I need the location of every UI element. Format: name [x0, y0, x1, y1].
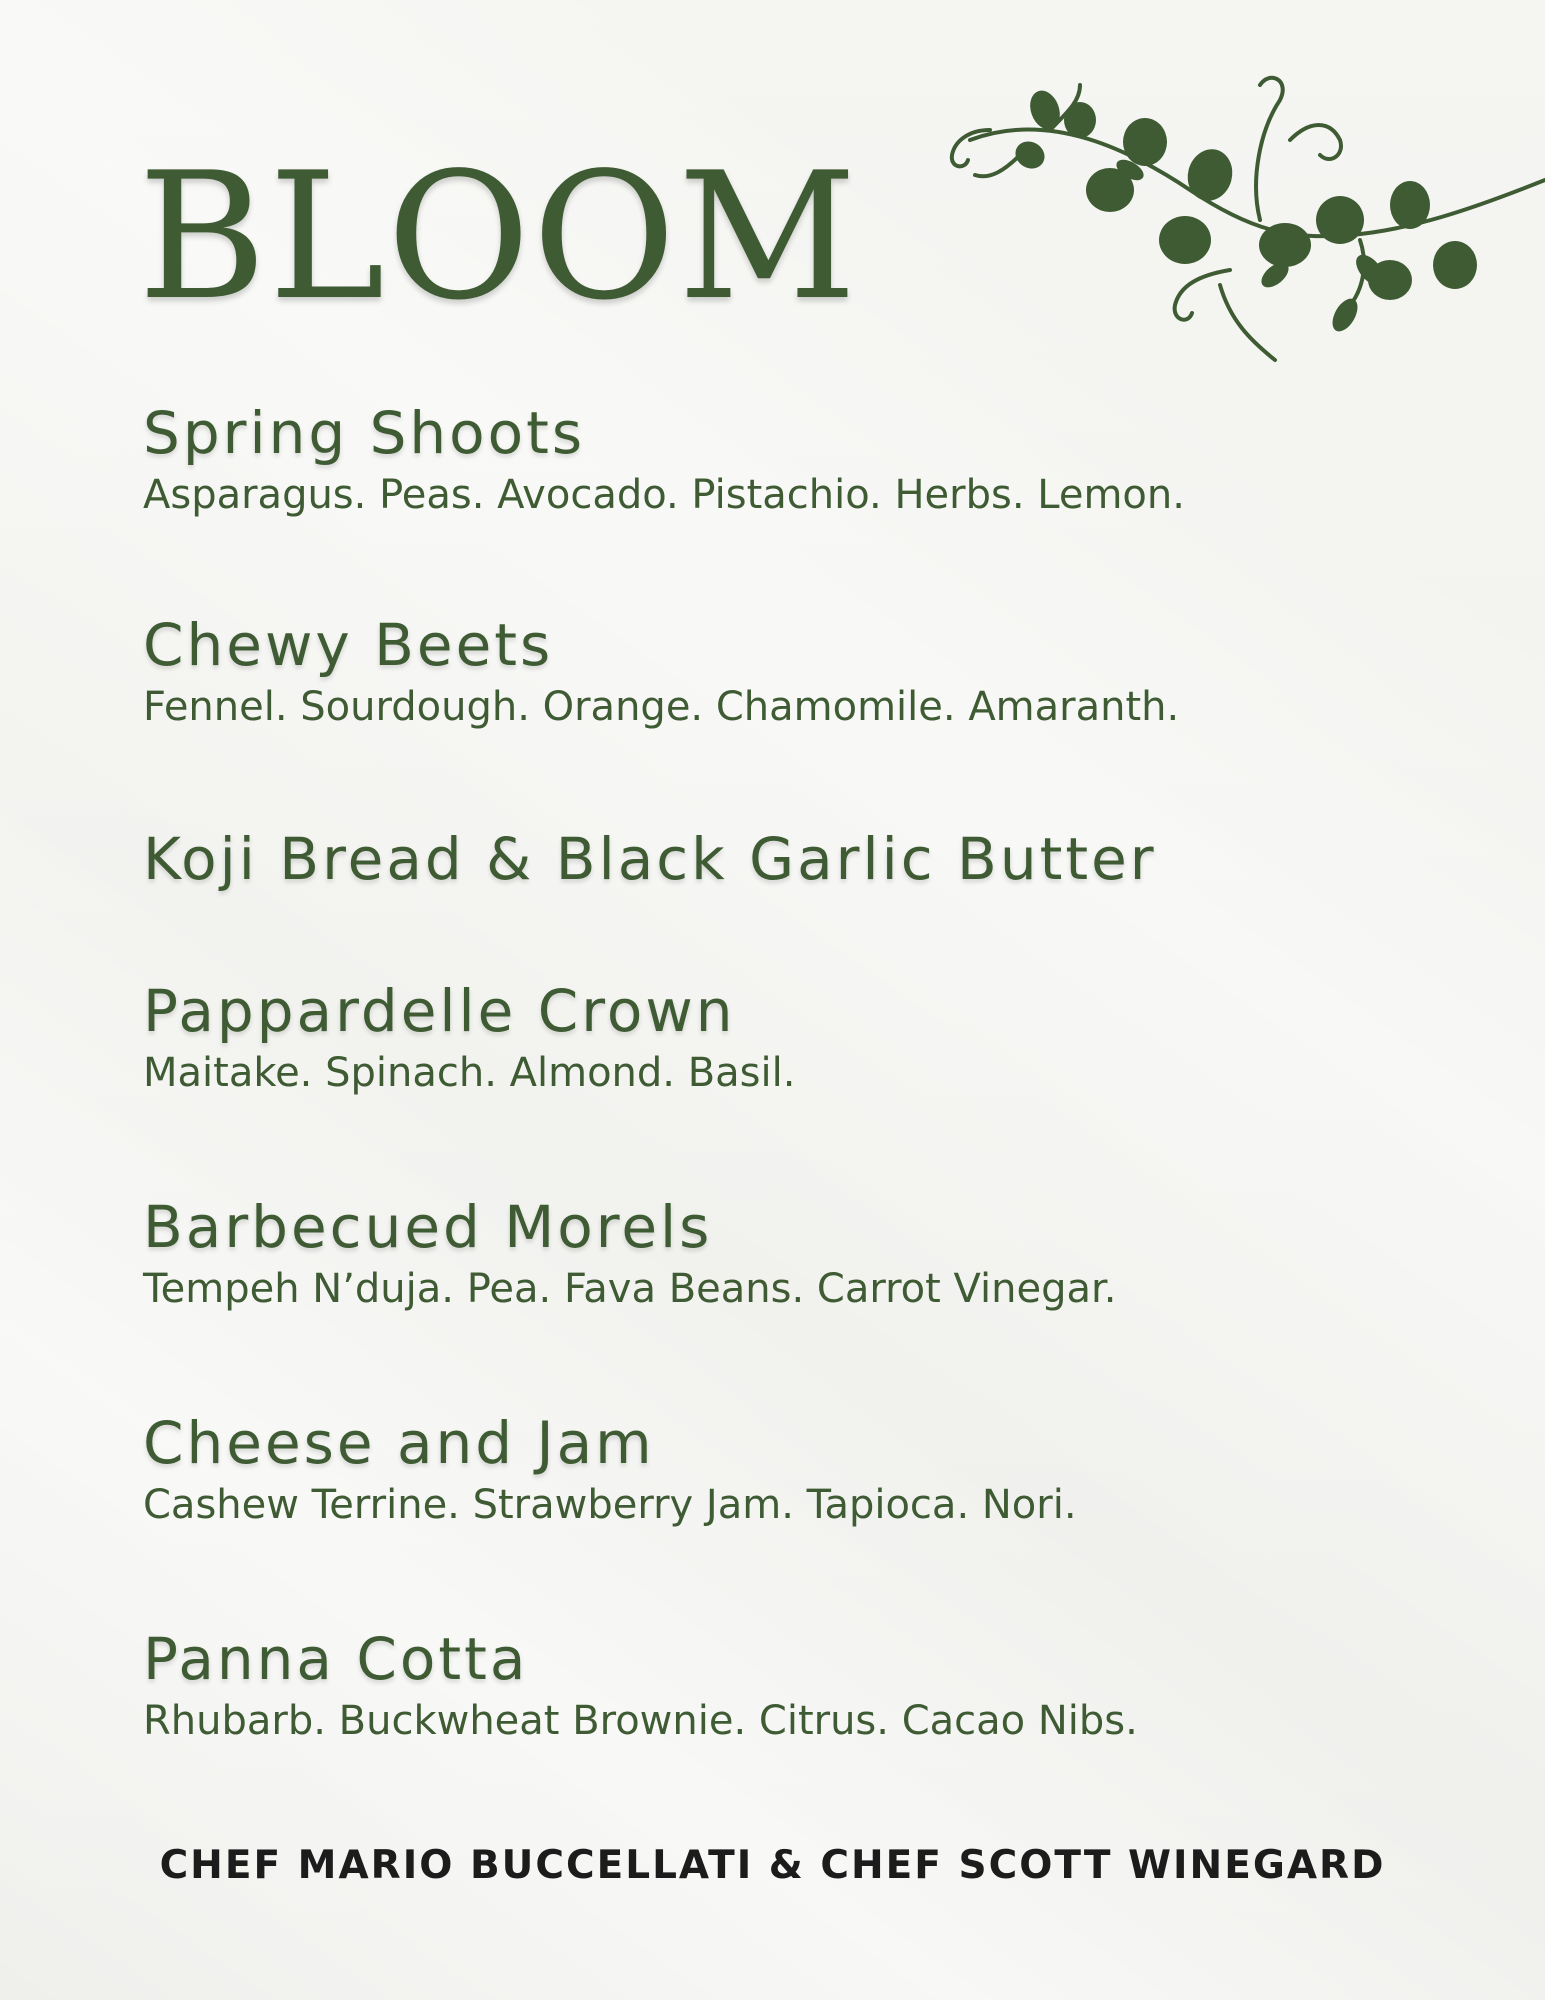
course-item [143, 612, 1179, 731]
course-name: Spring Shoots [143, 399, 586, 467]
course-name: Pappardelle Crown [143, 977, 736, 1045]
course-description: Maitake. Spinach. Almond. Basil. [143, 1049, 796, 1096]
course-description: Asparagus. Peas. Avocado. Pistachio. Herbs. Lemon. [143, 471, 1185, 518]
course-description: Fennel. Sourdough. Orange. Chamomile. Amaranth. [143, 683, 1180, 730]
course-name: Koji Bread & Black Garlic Butter [143, 825, 1157, 893]
chef-credits: CHEF MARIO BUCCELLATI & CHEF SCOTT WINEGARD [159, 1843, 1386, 1888]
course-description: Tempeh N’duja. Pea. Fava Beans. Carrot Vinegar. [143, 1265, 1117, 1312]
course-item [143, 400, 1185, 519]
course-description: Rhubarb. Buckwheat Brownie. Citrus. Cacao Nibs. [143, 1697, 1138, 1744]
flowering-vine-icon [930, 70, 1545, 380]
course-item [143, 1626, 1138, 1745]
course-item [143, 978, 795, 1097]
course-item [143, 1194, 1116, 1313]
course-name: Cheese and Jam [143, 1409, 655, 1477]
course-name: Barbecued Morels [143, 1193, 713, 1261]
menu-title: BLOOM [138, 136, 859, 339]
course-item [143, 826, 1157, 893]
course-name: Chewy Beets [143, 611, 554, 679]
course-item [143, 1410, 1077, 1529]
course-description: Cashew Terrine. Strawberry Jam. Tapioca. Nori. [143, 1481, 1077, 1528]
course-name: Panna Cotta [143, 1625, 529, 1693]
